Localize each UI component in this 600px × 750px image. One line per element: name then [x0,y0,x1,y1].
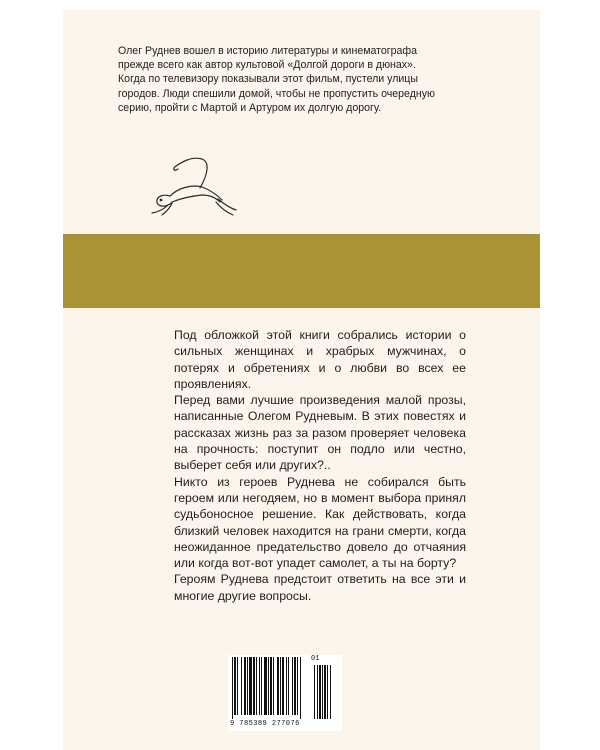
isbn-barcode [228,655,342,731]
barcode-icon [228,655,342,721]
annotation-paragraph: Никто из героев Руднева не собирался быть героем или негодяем, но в момент выбора принял судьбоносное решение. Как действовать, когда близкий человек находится на грани смерти, когда неожиданное предательство довело до отчаяния или когда вот-вот упадет самолет, а ты на борту? [174,474,466,571]
author-intro-text: Олег Руднев вошел в историю литературы и кинематографа прежде всего как автор культовой «Долгой дороги в дюнах». Когда по телевизору показывали этот фильм, пустели улицы городов. Люди спешили домой, чтобы не пропустить очередную серию, пройти с Мартой и Артуром их долгую дорогу. [118,45,435,114]
annotation-paragraph: Под обложкой этой книги собрались истории о сильных женщинах и храбрых мужчинах, о потерях и обретениях и о любви во всех ее проявлениях. [174,328,466,391]
barcode-addon-digits: 01 [311,655,320,663]
annotation-paragraph: Героям Руднева предстоит ответить на все эти и многие другие вопросы. [174,572,466,603]
accent-band [63,234,540,308]
barcode-digits: 9 785389 277076 [230,720,300,728]
annotation-paragraph: Перед вами лучшие произведения малой прозы, написанные Олегом Рудневым. В этих повестях и рассказах жизнь раз за разом проверяет человека на прочность: поступит он подло или честно, выберет себя или других?.. [174,393,466,473]
annotation-text [174,327,466,604]
leaping-monkey-icon [130,152,240,222]
